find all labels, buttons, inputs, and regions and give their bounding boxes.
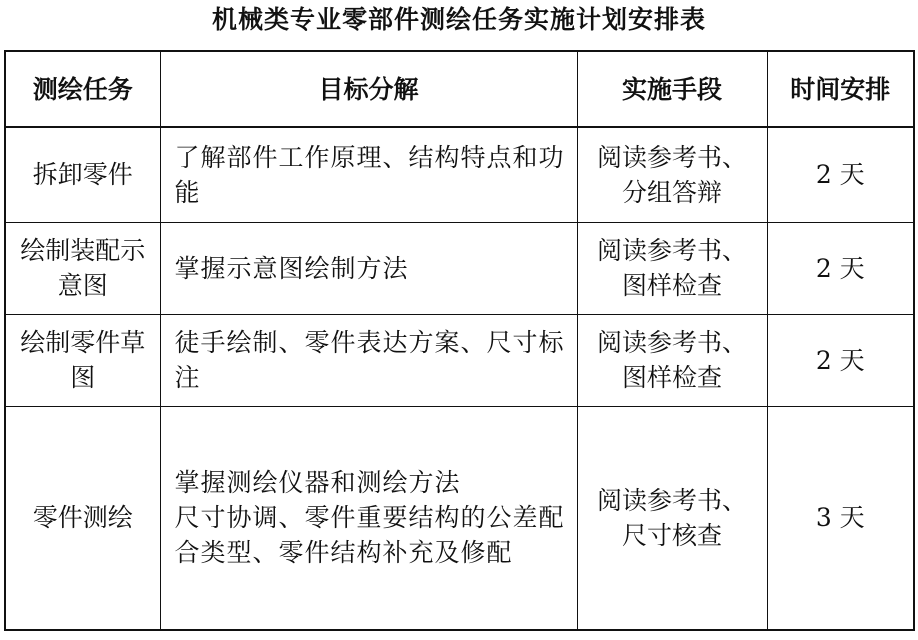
- means-line: 阅读参考书、: [596, 236, 747, 265]
- time-cell: 2 天: [767, 127, 914, 222]
- means-line: 阅读参考书、: [596, 142, 747, 172]
- header-means: 实施手段: [577, 51, 767, 127]
- time-cell: 2 天: [767, 314, 914, 406]
- table-row: [5, 222, 914, 314]
- means-cell: [577, 314, 767, 406]
- header-goals: 目标分解: [160, 51, 577, 127]
- means-line: 尺寸核查: [621, 520, 722, 550]
- goal-line: 徒手绘制、零件表达方案、尺寸标注: [174, 328, 565, 392]
- task-cell: 拆卸零件: [5, 127, 160, 222]
- means-line: 阅读参考书、: [596, 485, 747, 515]
- means-line: 分组答辩: [621, 177, 722, 207]
- goals-cell: [160, 406, 577, 630]
- task-cell: 零件测绘: [5, 406, 160, 630]
- header-row: [5, 51, 914, 127]
- goal-line: 掌握测绘仪器和测绘方法: [174, 468, 461, 498]
- task-cell: 绘制零件草图: [5, 314, 160, 406]
- header-task: 测绘任务: [5, 51, 160, 127]
- means-line: 图样检查: [621, 271, 722, 300]
- table-row: [5, 314, 914, 406]
- means-cell: [577, 406, 767, 630]
- goal-line: 尺寸协调、零件重要结构的公差配合类型、零件结构补充及修配: [174, 503, 565, 568]
- plan-table: [4, 50, 915, 631]
- table-title: 机械类专业零部件测绘任务实施计划安排表: [211, 5, 706, 34]
- time-cell: 2 天: [767, 222, 914, 314]
- means-cell: [577, 222, 767, 314]
- means-cell: [577, 127, 767, 222]
- goals-cell: [160, 127, 577, 222]
- goal-line: 掌握示意图绘制方法: [174, 253, 409, 283]
- task-cell: 绘制装配示意图: [5, 222, 160, 314]
- means-line: 阅读参考书、: [596, 328, 747, 357]
- goal-line: 了解部件工作原理、结构特点和功能: [174, 142, 565, 207]
- means-line: 图样检查: [621, 363, 722, 392]
- header-time: 时间安排: [767, 51, 914, 127]
- table-row: [5, 406, 914, 630]
- time-cell: 3 天: [767, 406, 914, 630]
- goals-cell: [160, 314, 577, 406]
- table-row: [5, 127, 914, 222]
- goals-cell: [160, 222, 577, 314]
